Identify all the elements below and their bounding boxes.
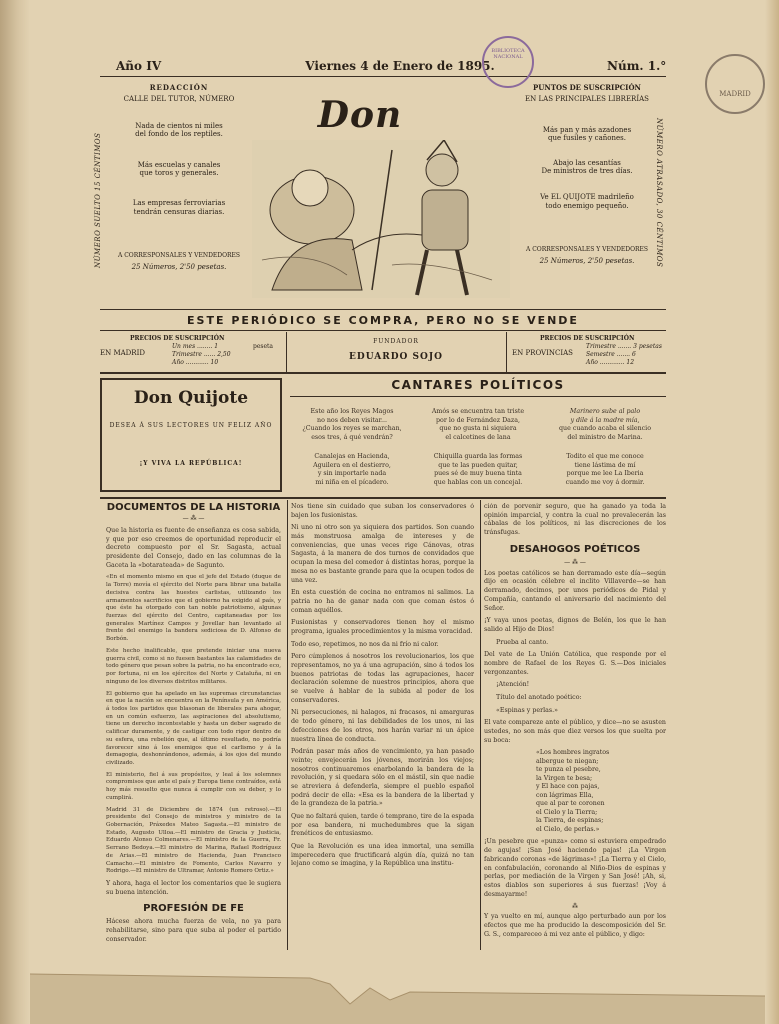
article-paragraph: Madrid 31 de Diciembre de 1874 (un retroso).—El presidente del Consejo de ministros y ministro de la Gobernación, Práxedes Mateo Sagasta.—El ministro de Estado, Augusto Ulloa.—El ministro de Gracia y Justicia, Eduardo Alonso Colmenares.—El ministro de la Guerra, Fr. Serrano Bedoya.—El ministro de Marina, Rafael Rodríguez de Arias.—El ministro de Hacienda, Juan Francisco Camacho.—El ministro de Fomento, Carlos Navarro y Rodrigo.—El ministro de Ultramar, Antonio Romero Ortiz.» [106, 806, 281, 875]
verse-line: la Tierra, de espinas; [536, 817, 604, 825]
motto-line: Abajo las cesantías [553, 158, 621, 167]
issue-date: Viernes 4 de Enero de 1895. [305, 59, 495, 73]
verse-line: y sin importarle nada [317, 470, 387, 477]
verse-line: Marinero sube al palo [569, 408, 641, 415]
section-rule [100, 497, 666, 499]
motto-line: Las empresas ferroviarias [132, 199, 226, 208]
greeting-cheer: ¡Y VIVA LA REPÚBLICA! [139, 459, 243, 467]
verse-line: porque me lee La Iberia [566, 470, 644, 477]
article-paragraph: Que la historia es fuente de enseñanza es cosa sabida, y que por eso creemos de oportunidad reproducir el decreto compuesto por el Sr. Sagasta, actual presidente del Consejo, dado en las columnas de la Gaceta la «botarateada» de Sagunto. [106, 527, 281, 569]
correspondents-label: A CORRESPONSALES Y VENDEDORES [117, 252, 241, 260]
cantar-stanza [544, 453, 666, 487]
article-paragraph: Del vate de La Unión Católica, que responde por el nombre de Rafael de los Reyes G. S.—Dos iniciales vergonzantes. [484, 651, 666, 676]
correspondents-label: A CORRESPONSALES Y VENDEDORES [525, 246, 649, 254]
page-edge [765, 0, 779, 1024]
verse-line: y El hace con pajas, [536, 783, 600, 791]
cantar-stanza [292, 408, 412, 442]
editorial-block [104, 84, 254, 272]
back-issue-price: NÚMERO ATRASADO, 30 CÉNTIMOS [655, 118, 663, 268]
madrid-label: EN MADRID [100, 349, 145, 357]
verse-line: albergue te niegan; [536, 757, 599, 765]
provinces-rate: Trimestre ....... 3 pesetas [586, 343, 662, 350]
article-paragraph: «Espinas y perlas.» [496, 706, 558, 714]
verse-line: por lo de Fernández Daza, [436, 416, 520, 424]
verse-line: Amós se encuentra tan triste [431, 408, 525, 415]
column-3 [484, 503, 666, 948]
motto-line: Más pan y más azadones [542, 125, 632, 134]
motto-line: De ministros de tres días. [541, 166, 633, 175]
points-label: PUNTOS DE SUSCRIPCIÓN [533, 83, 641, 92]
correspondents-price: 25 Números, 2'50 pesetas. [539, 257, 635, 266]
motto-line: Ve EL QUIJOTE madrileño [540, 193, 634, 202]
madrid-stamp [705, 54, 765, 114]
madrid-prices-title: PRECIOS DE SUSCRIPCIÓN [130, 335, 225, 342]
verse-line: Todito el que me conoce [566, 453, 644, 460]
verse-line: con lágrimas Ella, [536, 791, 594, 799]
verse-line: pues sé de muy buena tinta [434, 470, 522, 477]
article-paragraph: Podrán pasar más años de vencimiento, ya han pasado veinte; envejecerán los jóvenes, morirán los viejos; nosotros continuaremos enarbolando la bandera de la revolución, y si quedara sólo en el mástil, sin que nadie se atreviera á defenderla, siempre el pueblo español podrá decir de ella: «Esa es la bandera de la libertad y de la grandeza de la patria.» [291, 748, 474, 808]
cantar-stanza [544, 408, 666, 442]
article-paragraph: Título del anotado poético: [496, 694, 582, 701]
greeting-box [100, 378, 282, 492]
founder-name: EDUARDO SOJO [349, 352, 443, 362]
verse-line: y dile á la madre mía, [570, 416, 640, 424]
sub-divider [506, 332, 507, 372]
verse-line: que no gusta ni siquiera [439, 425, 517, 432]
verse-line: que cuando acaba el silencio [559, 425, 651, 432]
redaccion-label: REDACCIÓN [149, 83, 209, 92]
year-label: Año IV [116, 59, 162, 73]
motto-line: Más escuelas y canales [137, 160, 221, 169]
madrid-rate: Un mes ........ 1 [172, 343, 219, 350]
verse-line: la Virgen te besa; [536, 774, 593, 782]
newspaper-title: Don [317, 94, 403, 136]
article-paragraph: Todo eso, repetimos, no nos da ni frío ni calor. [291, 640, 439, 648]
cantar-stanza [416, 408, 540, 442]
article-paragraph: ción de porvenir seguro, que ha ganado ya toda la opinión imparcial, y contra la cual no prevalecerán las cábalas de los políticos, ni las discreciones de los tránsfugas. [484, 503, 666, 537]
verse-line: esos tres, á qué vendrán? [311, 433, 393, 441]
ornament: — ⁂ — [182, 515, 205, 522]
verse-line: que te las pueden quitar, [438, 461, 518, 469]
greeting-text: DESEA Á SUS LECTORES UN FELIZ AÑO [109, 422, 273, 430]
article-paragraph: Los poetas católicos se han derramado este día—según dijo en ocasión célebre el inclito Villaverde—se han derramado, decimos, por unos periódicos de Pidal y Compañía, cantando el aniversario del nacimiento del Señor. [484, 569, 666, 612]
madrid-unit: peseta [253, 343, 274, 350]
torn-page-edge [30, 944, 765, 1024]
article-paragraph: Nos tiene sin cuidado que suban los conservadores ó bajen los fusionistas. [291, 503, 474, 519]
stamp-text: BIBLIOTECA NACIONAL [491, 48, 525, 60]
ornament: ⁂ [572, 903, 578, 911]
article-heading: DOCUMENTOS DE LA HISTORIA [106, 502, 281, 513]
column-2 [291, 503, 474, 948]
article-paragraph: Y ya vuelto en mí, aunque algo perturbado aun por los efectos que me ha producido la descomposición del Sr. G. S., compareceo á mi vez ante el público, y digo: [484, 913, 666, 938]
library-stamp [482, 36, 534, 88]
article-paragraph: ¡Un pesebre que «punza» como si estuviera empedrado de agujas! ¡San José haciendo pajas! ¡La Virgen fabricando coronas «de lágrimas»! ¡La Tierra y el Cielo, en confabulación, coronando al Niño-Dios de espinas y perlas, por mediación de la Virgen y San José! ¡Ah, si, estos diablos son superiores á sus fuerzas! ¡Voy á desmayarme! [484, 838, 666, 898]
cantares-rule [290, 396, 666, 397]
slogan-rule-top [100, 309, 666, 310]
motto-line: tendrán censuras diarias. [133, 207, 225, 216]
motto-line: del fondo de los reptiles. [135, 130, 223, 139]
correspondents-price: 25 Números, 2'50 pesetas. [131, 263, 227, 272]
subscription-points-block [512, 84, 662, 266]
verse-line: el calcetines de lana [445, 433, 511, 441]
article-paragraph: Ni uno ni otro son ya siquiera dos partidos. Son cuando más monstruosa amalga de intereses y de conveniencias, que unas veces rige Cánovas, otras Sagasta, á la manera de dos turnos de convidados que ocupan la mesa del comedor á distintas horas, porque la mesa no es bastante grande para que la ocupen todos de una vez. [291, 524, 474, 584]
article-paragraph: El gobierno que ha apelado en las supremas circunstancias en que la nación se encuentra en la Península y en América, á todos los partidos que blasonan de liberales para ahogar, en un común esfuerzo, las aspiraciones del absolutismo, tiene un derecho incontestable y hasta un deber sagrado de calificar duramente, y de castigar con todo rigor dentro de su esfera, una rebelión que, al último resultado, no podría favorecer sino á los enemigos que el carlismo y á la demagogia, deshonrándonos, además, á los ojos del mundo civilizado. [106, 690, 281, 766]
article-paragraph: El ministerio, fiel á sus propósitos, y leal á los solemnes compromisos que ante el país y Europa tiene contraídos, está hoy más resuelto que nunca á cumplir con su deber, y lo cumplirá. [106, 771, 281, 801]
column-divider [480, 500, 481, 950]
article-paragraph: Que la Revolución es una idea inmortal, una semilla imperecedera que fructificará algún día, quizá no tan lejano como se imagina, y la República una institu- [291, 843, 474, 868]
article-paragraph: Y ahora, haga el lector los comentarios que le sugiera su buena intención. [106, 880, 281, 896]
knight-illustration [252, 140, 510, 298]
article-paragraph: Hácese ahora mucha fuerza de vela, no ya para rehabilitarse, sino para que suba al poder el partido conservador. [106, 918, 281, 942]
verse-line: cuando me voy á dormir. [565, 478, 645, 486]
verse-line: que al par te coronen [536, 800, 605, 808]
header-rule [100, 76, 666, 77]
cantares-title: CANTARES POLÍTICOS [391, 378, 565, 392]
greeting-title: Don Quijote [133, 388, 249, 408]
article-paragraph: En esta cuestión de cocina no entramos ni salimos. La patria no ha de ganar nada con que coman éstos ó coman aquéllos. [291, 589, 474, 614]
verse-line: te punza el pesebre, [536, 766, 601, 774]
cantar-stanza [292, 453, 412, 487]
motto-line: Nada de cientos ni miles [135, 121, 223, 130]
motto-line: que fusiles y cañones. [548, 134, 626, 143]
provinces-prices-title: PRECIOS DE SUSCRIPCIÓN [540, 335, 635, 342]
article-heading: DESAHOGOS POÉTICOS [509, 543, 641, 555]
subscription-row [100, 332, 666, 374]
article-paragraph: Prueba al canto. [496, 638, 549, 646]
verse-line: Chiquilla guarda las formas [433, 453, 523, 460]
issue-number: Núm. 1.° [607, 59, 667, 73]
article-paragraph: «En el momento mismo en que el jefe del Estado (duque de la Torre) movía el ejército del Norte para librar una batalla decisiva contra las huestes carlistas, utilizando los armamentos sacrificios que el gobierno ha exigido al país, y que éste ha otorgado con tan noble patriotismo, algunas fuerzas del ejército del Centro, capitaneadas por los generales Martínez Campos y Jovellar han levantado al frente del enemigo la bandera sediciosa de D. Alfonso de Borbón. [106, 574, 281, 643]
verse-line: que hablas con un concejal. [433, 478, 523, 486]
verse-line: el Cielo, de perlas.» [536, 825, 600, 833]
article-paragraph: El vate compareze ante el público, y dice—no se asusten ustedes, no son más que diez versos los que suelta por su boca: [484, 719, 666, 744]
verse-line: del ministro de Marina. [567, 433, 643, 441]
single-copy-price: NÚMERO SUELTO 15 CÉNTIMOS [94, 132, 102, 268]
madrid-rate: Año ............ 10 [172, 359, 219, 366]
points-place: EN LAS PRINCIPALES LIBRERÍAS [525, 95, 649, 104]
slogan-rule-bottom [100, 330, 666, 331]
madrid-rate: Trimestre ...... 2,50 [172, 351, 231, 358]
binding-spine [0, 0, 30, 1024]
verse-line: tiene lástima de mí [574, 461, 636, 469]
column-divider [287, 500, 288, 950]
article-paragraph: Ni persecuciones, ni halagos, ni fracasos, ni amarguras de todo género, ni las debilidades de los unos, ni las defecciones de los otros, nos harán variar ni un ápice nuestra línea de conducta. [291, 709, 474, 743]
provinces-rate: Año ............. 12 [586, 359, 635, 366]
article-paragraph: ¡Atención! [496, 681, 530, 689]
editorial-address: CALLE DEL TUTOR, NÚMERO [123, 95, 235, 104]
stamp-city: MADRID [719, 90, 751, 98]
verse-line: Canalejas en Hacienda, [314, 453, 390, 460]
motto-line: todo enemigo pequeño. [545, 201, 629, 210]
verse-line: Este año los Reyes Magos [310, 408, 394, 415]
article-paragraph: Este hecho inalificable, que pretende iniciar una nueva guerra civil, como si no fuesen bastantes las calamidades de todo género que pesan sobre la patria, no ha encontrado eco, por fortuna, ni en los ejércitos del Norte y Cataluña, ni en ninguno de los diversos distritos militares. [106, 647, 281, 685]
provinces-rate: Semestre ....... 6 [586, 351, 636, 358]
verse-line: mi niña en el pícadero. [315, 478, 389, 486]
verse-line: ¿Cuando los reyes se marchan, [302, 425, 402, 432]
column-1 [106, 502, 281, 942]
verse-line: el Cielo y la Tierra; [536, 808, 598, 816]
ornament: — ⁂ — [564, 558, 586, 566]
verse-line: Aguilera en el destierro, [313, 461, 391, 469]
cantar-stanza [416, 453, 540, 487]
verse-line: no nos deben visitar... [317, 416, 387, 424]
article-paragraph: ¡Y vaya unos poetas, dignos de Belén, los que le han salido al Hijo de Dios! [484, 617, 666, 633]
provinces-label: EN PROVINCIAS [512, 349, 573, 357]
founder-label: FUNDADOR [373, 338, 419, 345]
verse-line: «Los hombres ingratos [536, 749, 610, 757]
article-paragraph: Que no faltará quien, tarde ó temprano, tire de la espada por esa bandera, ni muchedumbres que la sigan frenéticos de entusiasmo. [291, 813, 474, 838]
motto-line: que toros y generales. [139, 168, 219, 177]
slogan: ESTE PERIÓDICO SE COMPRA, PERO NO SE VENDE [187, 314, 579, 327]
article-paragraph: Pero cúmplenos á nosotros los revolucionarios, los que representamos, no ya á una agrupación, sino á todos los buenos patriotas de todas las agrupaciones, hacer declaración solemne de nuestros principios, ahora que se vuelve á hablar de la subida al poder de los conservadores. [291, 653, 474, 704]
article-heading: PROFESIÓN DE FE [143, 903, 244, 915]
poem [536, 749, 666, 834]
article-paragraph: Fusionistas y conservadores tienen hoy el mismo programa, iguales procedimientos y la misma voracidad. [291, 619, 474, 635]
